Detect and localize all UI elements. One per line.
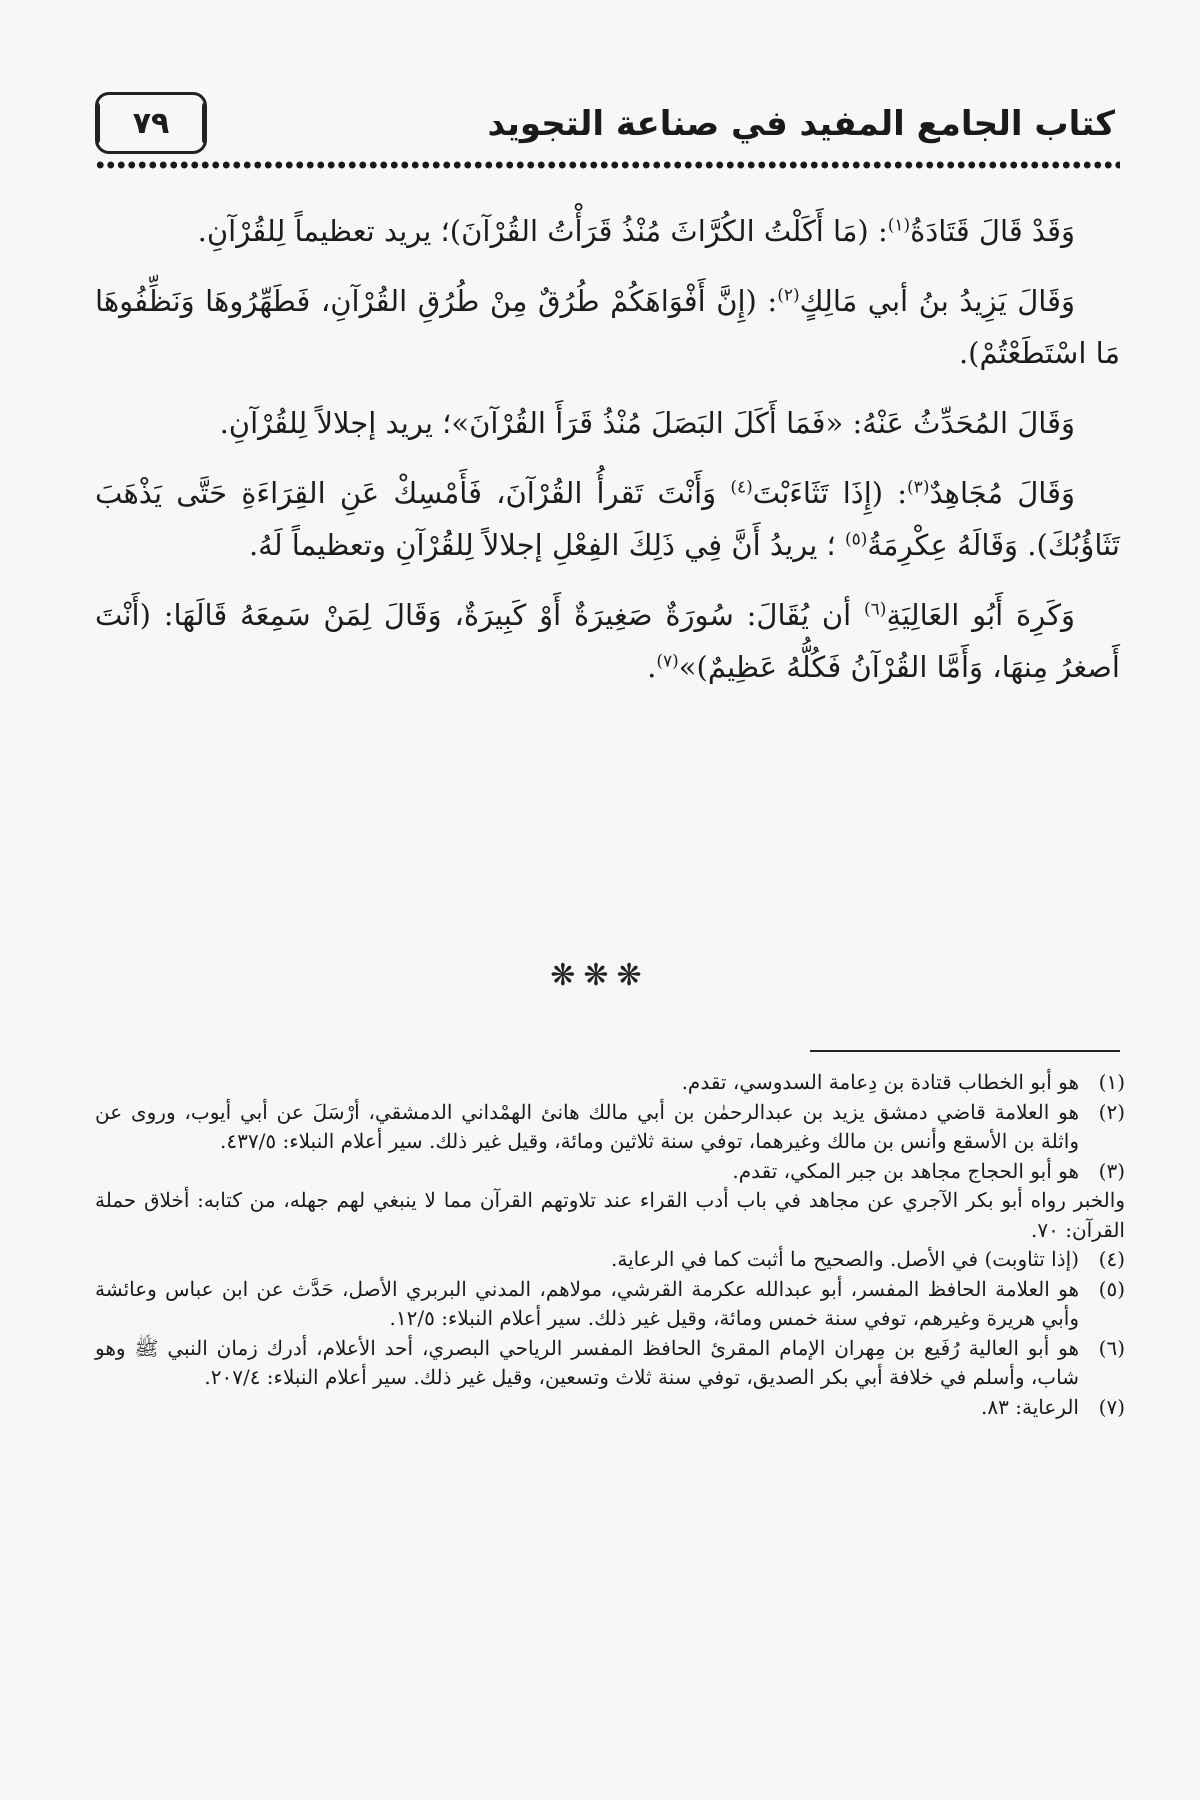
section-separator-stars-icon: ❋❋❋ [550, 958, 650, 993]
text: وَقَدْ قَالَ قَتَادَةُ [910, 214, 1075, 248]
text: : (مَا أَكَلْتُ الكُرَّاثَ مُنْذُ قَرَأْتُ القُرْآنَ)؛ يريد تعظيماً لِلقُرْآنِ. [197, 214, 888, 248]
footnote-text: هو أبو الخطاب قتادة بن دِعامة السدوسي، تقدم. [681, 1070, 1079, 1094]
paragraph [95, 589, 1120, 693]
text: وَقَالَ يَزِيدُ بنُ أبي مَالِكٍ [799, 284, 1076, 318]
footnote-number: (٧) [1098, 1394, 1125, 1419]
text: وَأَنْتَ تَقرأُ القُرْآنَ، فَأَمْسِكْ عَنِ القِرَاءَةِ حَتَّى يَذْهَبَ تَثَاؤُبُكَ). وَقَالَهُ عِكْرِمَةُ [95, 476, 1120, 562]
footnote-text: هو أبو الحجاج مجاهد بن جبر المكي، تقدم. [732, 1158, 1079, 1183]
footnote-ref: (٧) [656, 651, 679, 672]
main-text [95, 205, 1120, 711]
footnote-number: (٣) [1098, 1158, 1125, 1183]
footnote [95, 1334, 1125, 1393]
footnote [95, 1068, 1125, 1098]
footnote-number: (٦) [1098, 1335, 1125, 1360]
text: وَقَالَ المُحَدِّثُ عَنْهُ: «فَمَا أَكَلَ البَصَلَ مُنْذُ قَرَأَ القُرْآنَ»؛ يريد إجلالاً لِلقُرْآنِ. [219, 406, 1075, 440]
footnote-text: هو العلامة الحافظ المفسر، أبو عبدالله عكرمة القرشي، مولاهم، المدني البربري الأصل، حَدَّث عن ابن عباس وعائشة وأبي هريرة وغيرهم، توفي سنة خمس ومائة، وقيل غير ذلك. سير أعلام النبلاء: ١٢/٥. [95, 1276, 1079, 1330]
footnote-text: والخبر رواه أبو بكر الآجري عن مجاهد في باب أدب القراء عند تلاوتهم القرآن مما لا ينبغي لهم جهله، من كتابه: أخلاق حملة القرآن: ٧٠. [95, 1188, 1125, 1242]
page-header [95, 92, 1115, 156]
footnote [95, 1275, 1125, 1334]
text: . [647, 650, 657, 684]
footnote-text: الرعاية: ٨٣. [981, 1394, 1079, 1419]
footnote-ref: (٦) [864, 599, 887, 620]
paragraph [95, 275, 1120, 379]
footnote-text: (إذا تثاوبت) في الأصل. والصحيح ما أثبت كما في الرعاية. [611, 1247, 1079, 1271]
dotted-divider [95, 158, 1120, 172]
text: ؛ يريدُ أَنَّ فِي ذَلِكَ الفِعْلِ إجلالاً لِلقُرْآنِ وتعظيماً لَهُ. [248, 528, 845, 562]
text: أن يُقَالَ: سُورَةٌ صَغِيرَةٌ أَوْ كَبِيرَةٌ، وَقَالَ لِمَنْ سَمِعَهُ قَالَهَا: (أَنْتَ أَصغرُ مِنهَا، وَأَمَّا القُرْآنُ فَكُلُّهُ عَظِيمٌ)» [95, 598, 1120, 684]
text: : (إِذَا تَثَاءَبْتَ [752, 476, 908, 510]
paragraph [95, 467, 1120, 571]
footnote-number: (٥) [1098, 1276, 1125, 1301]
paragraph [95, 205, 1120, 257]
footnote-rule [810, 1050, 1120, 1052]
text: وَكَرِهَ أَبُو العَالِيَةِ [886, 598, 1076, 632]
footnotes [95, 1068, 1125, 1422]
footnote-ref: (٥) [844, 529, 868, 550]
footnote-ref: (٢) [777, 285, 800, 306]
footnote-ref: (١) [887, 215, 911, 236]
paragraph [95, 397, 1120, 449]
footnote [95, 1393, 1125, 1423]
footnote-number: (١) [1098, 1070, 1125, 1094]
footnote-text: هو أبو العالية رُفَيع بن مِهران الإمام المقرئ الحافظ المفسر الرياحي البصري، أحد الأعلام، أدرك زمان النبي ﷺ وهو شاب، وأسلم في خلافة أبي بكر الصديق، توفي سنة ثلاث وتسعين، وقيل غير ذلك. سير أعلام النبلاء: ٢٠٧/٤. [95, 1335, 1079, 1389]
footnote-number: (٤) [1098, 1247, 1125, 1271]
footnote-number: (٢) [1098, 1099, 1125, 1124]
footnote [95, 1245, 1125, 1275]
footnote-text: هو العلامة قاضي دمشق يزيد بن عبدالرحمٰن بن أبي مالك هانئ الهمْداني الدمشقي، أرْسَلَ عن أبي أيوب، وروى عن واثلة بن الأسقع وأنس بن مالك وغيرهما، توفي سنة ثلاثين ومائة، وقيل غير ذلك. سير أعلام النبلاء: ٤٣٧/٥. [95, 1099, 1079, 1153]
text: : (إِنَّ أَفْوَاهَكُمْ طُرُقٌ مِنْ طُرُقِ القُرْآنِ، فَطَهِّرُوهَا وَنَظِّفُوهَا مَا اسْتَطَعْتُمْ). [95, 284, 1120, 370]
page-number: ٧٩ [95, 92, 207, 154]
text: وَقَالَ مُجَاهِدٌ [929, 476, 1075, 510]
footnote [95, 1098, 1125, 1157]
footnote-ref: (٣) [907, 477, 930, 498]
footnote-ref: (٤) [730, 477, 753, 498]
footnote [95, 1157, 1125, 1246]
running-title: كتاب الجامع المفيد في صناعة التجويد [487, 104, 1115, 144]
